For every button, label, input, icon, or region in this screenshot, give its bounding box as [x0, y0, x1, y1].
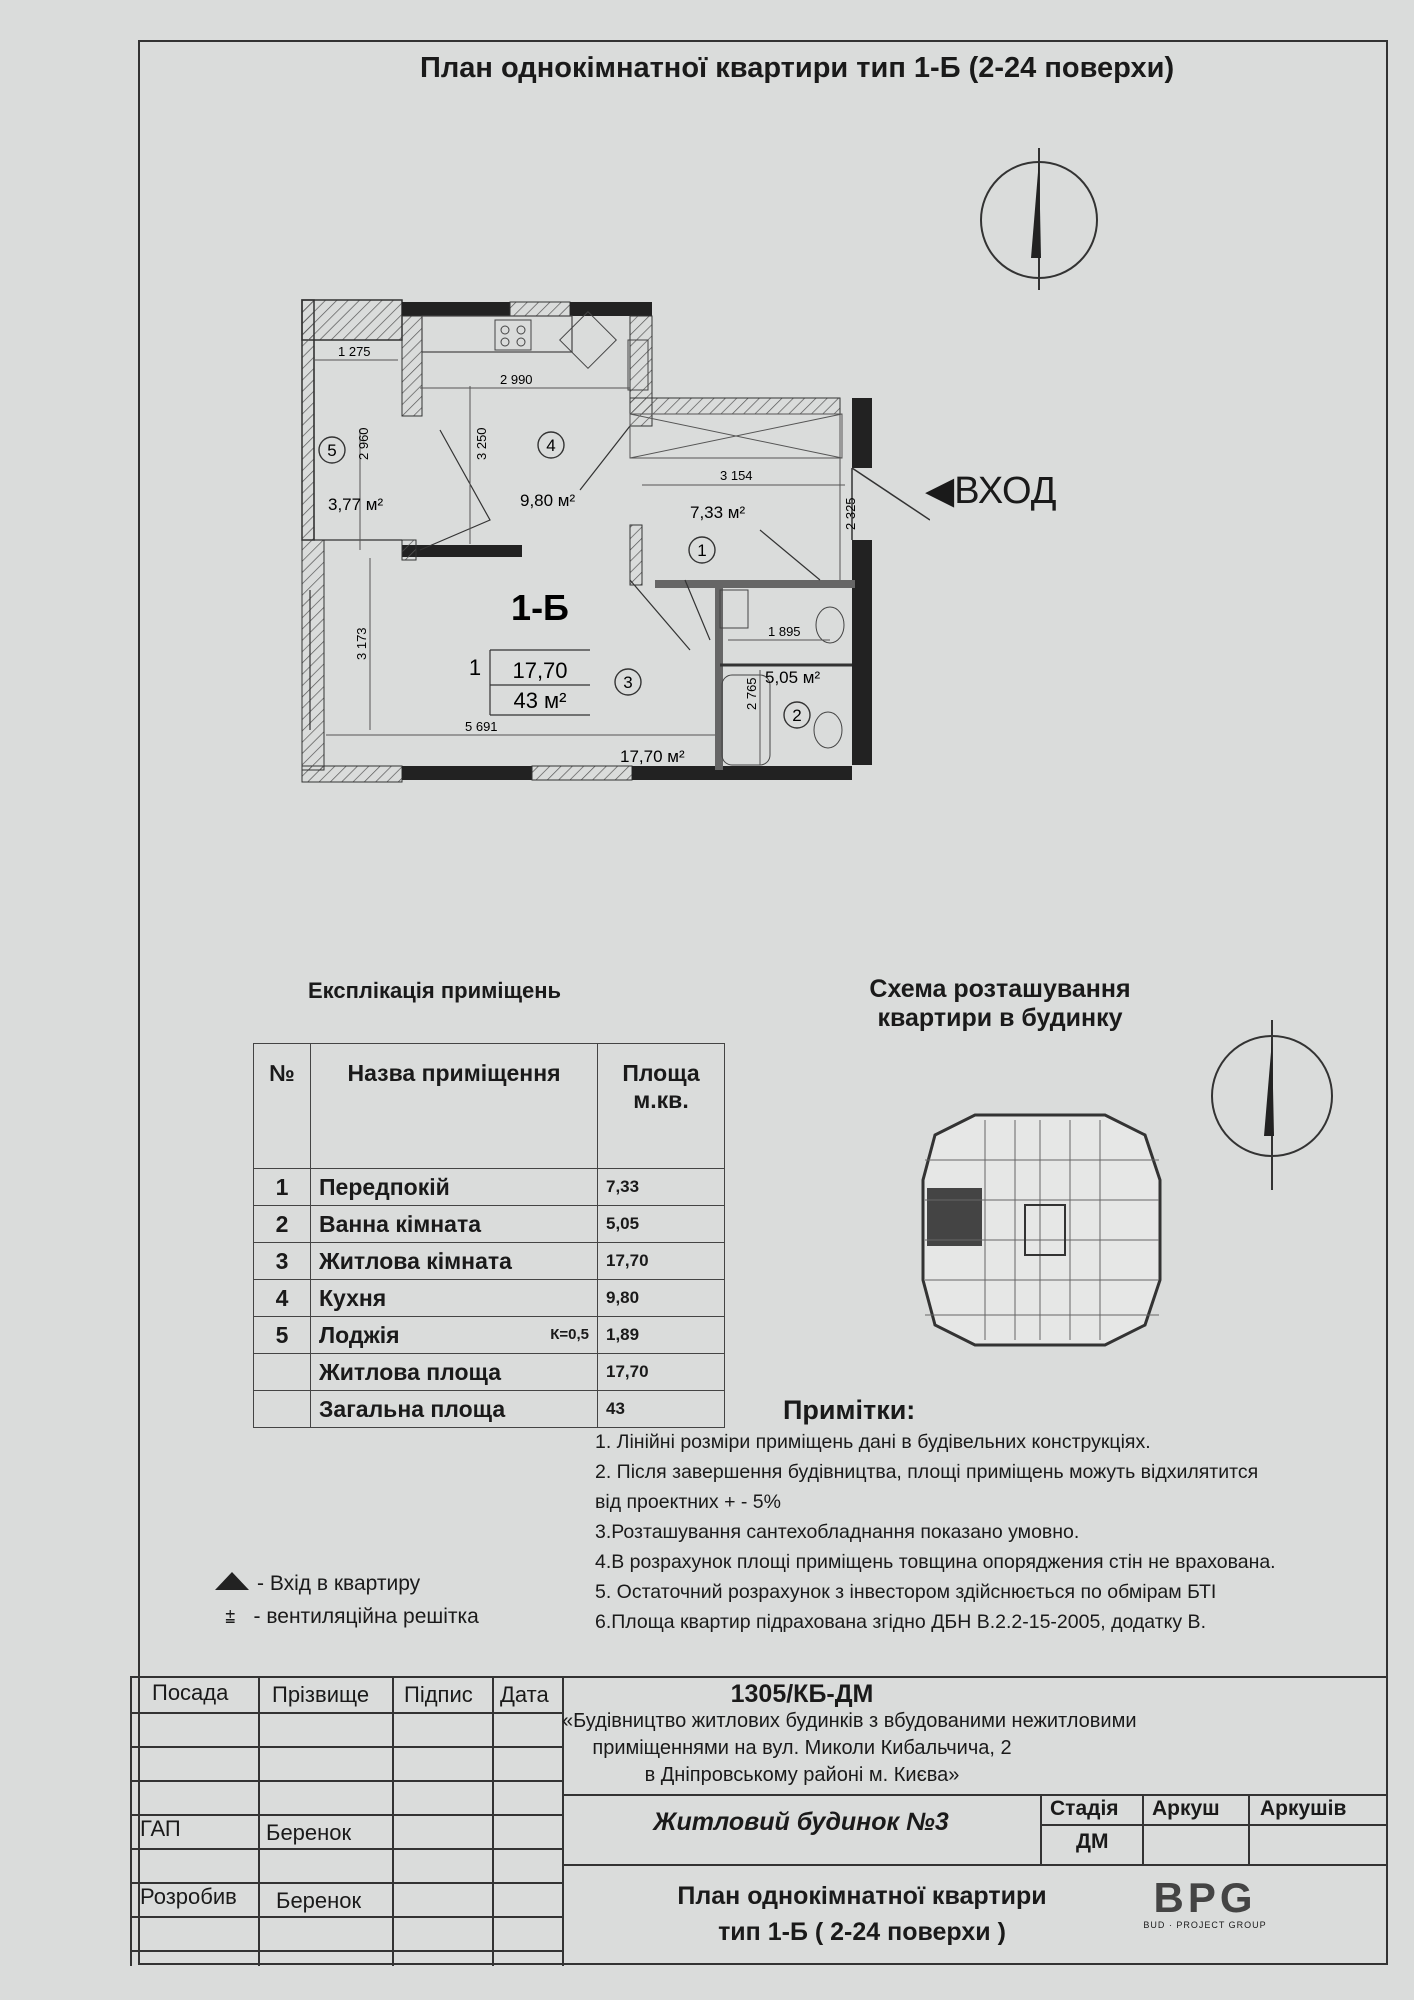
stamp-stage-header: Стадія [1050, 1797, 1119, 1820]
room-3-number: 3 [623, 673, 633, 692]
note-item: від проектних + - 5% [595, 1491, 781, 1513]
dim-2990: 2 990 [500, 372, 533, 387]
stamp-dev-name: Беренок [276, 1888, 362, 1913]
stamp-project: «Будівництво житлових будинків з вбудованими нежитловими приміщеннями на вул. Миколи Кибальчича, 2 в Дніпровському районі м. Києва» [562, 1710, 1137, 1786]
room-3-area: 17,70 м² [620, 747, 685, 766]
stamp-surname-header: Прізвище [272, 1682, 370, 1707]
scheme-title: Схема розташування квартири в будинку [869, 975, 1131, 1032]
stamp-sheet-header: Аркуш [1152, 1797, 1220, 1820]
dim-2765: 2 765 [744, 677, 759, 710]
room-5-number: 5 [327, 441, 337, 460]
stamp-sheets-header: Аркушів [1260, 1797, 1347, 1820]
stamp-gap-name: Беренок [266, 1820, 352, 1845]
dim-3173: 3 173 [354, 627, 369, 660]
room-1-area: 7,33 м² [690, 503, 746, 522]
explication-table [253, 1043, 725, 1428]
table-row: 3 Житлова кімната 17,70 [254, 1243, 725, 1280]
notes [595, 1393, 1276, 1637]
legend-vent: ⩲ - вентиляційна решітка [225, 1605, 479, 1628]
table-row: Загальна площа 43 [254, 1391, 725, 1428]
building-scheme [915, 1110, 1165, 1350]
table-header [254, 1044, 725, 1169]
explication-title: Експлікація приміщень [308, 978, 562, 1003]
dim-2325: 2 325 [843, 497, 858, 530]
vent-grille-icon: ⩲ [225, 1607, 236, 1627]
stamp-signature-header: Підпис [404, 1682, 473, 1707]
table-row: 2 Ванна кімната 5,05 [254, 1206, 725, 1243]
stamp-dev-label: Розробив [140, 1884, 237, 1909]
note-item: 3.Розташування сантехобладнання показано умовно. [595, 1521, 1080, 1543]
room-4-area: 9,80 м² [520, 491, 576, 510]
title-block [130, 1676, 1388, 1966]
room-2-area: 5,05 м² [765, 668, 821, 687]
dim-1275: 1 275 [338, 344, 371, 359]
bpg-logo: BPG BUD · PROJECT GROUP [1143, 1874, 1267, 1930]
dim-1895: 1 895 [768, 624, 801, 639]
stamp-code: 1305/КБ-ДМ [730, 1680, 874, 1708]
stamp-stage-value: ДМ [1076, 1830, 1109, 1853]
room-1-number: 1 [697, 541, 707, 560]
note-item: 4.В розрахунок площі приміщень товщина опоряджения стін не врахована. [595, 1551, 1276, 1573]
note-item: 1. Лінійні розміри приміщень дані в будівельних конструкціях. [595, 1431, 1151, 1453]
floor-plan [290, 290, 930, 830]
unit-room-count: 1 [468, 655, 482, 680]
dim-3250: 3 250 [474, 427, 489, 460]
dim-5691: 5 691 [465, 719, 498, 734]
note-item: 6.Площа квартир підрахована згідно ДБН В.2.2-15-2005, додатку В. [595, 1611, 1206, 1633]
legend-entrance: - Вхід в квартиру [215, 1572, 420, 1596]
entrance-label: ◀ВХОД [925, 470, 1057, 512]
unit-total-area: 43 м² [513, 688, 567, 713]
header-area: Площа м.кв. [598, 1044, 725, 1169]
room-5-area: 3,77 м² [328, 495, 384, 514]
dim-3154: 3 154 [720, 468, 753, 483]
stamp-building: Житловий будинок №3 [653, 1808, 949, 1836]
table-row: Житлова площа 17,70 [254, 1354, 725, 1391]
dim-2960: 2 960 [356, 427, 371, 460]
stamp-gap-label: ГАП [140, 1816, 181, 1841]
page-title: План однокімнатної квартири тип 1-Б (2-24 поверхи) [420, 52, 1175, 84]
loggia-coefficient: К=0,5 [550, 1326, 589, 1343]
stamp-date-header: Дата [500, 1682, 549, 1707]
header-name: Назва приміщення [311, 1044, 598, 1169]
room-2-number: 2 [792, 706, 802, 725]
unit-living-area: 17,70 [512, 658, 568, 683]
note-item: 2. Після завершення будівництва, площі приміщень можуть відхилятится [595, 1461, 1259, 1483]
table-row: 1 Передпокій 7,33 [254, 1169, 725, 1206]
unit-label: 1-Б [511, 587, 569, 628]
notes-title: Примітки: [783, 1395, 916, 1425]
room-4-number: 4 [546, 436, 556, 455]
entrance-triangle-icon [215, 1572, 249, 1590]
table-row: 5 Лоджія К=0,5 1,89 [254, 1317, 725, 1354]
north-arrow-icon [1210, 1020, 1350, 1200]
entrance-arrow-icon: ◀ [925, 470, 955, 512]
north-arrow-icon [975, 140, 1105, 290]
stamp-position-header: Посада [152, 1680, 229, 1705]
table-row: 4 Кухня 9,80 [254, 1280, 725, 1317]
header-number: № [254, 1044, 311, 1169]
note-item: 5. Остаточний розрахунок з інвестором здійснюється по обмірам БТІ [595, 1581, 1217, 1603]
stamp-sheet-title: План однокімнатної квартири тип 1-Б ( 2-24 поверхи ) [677, 1882, 1047, 1946]
